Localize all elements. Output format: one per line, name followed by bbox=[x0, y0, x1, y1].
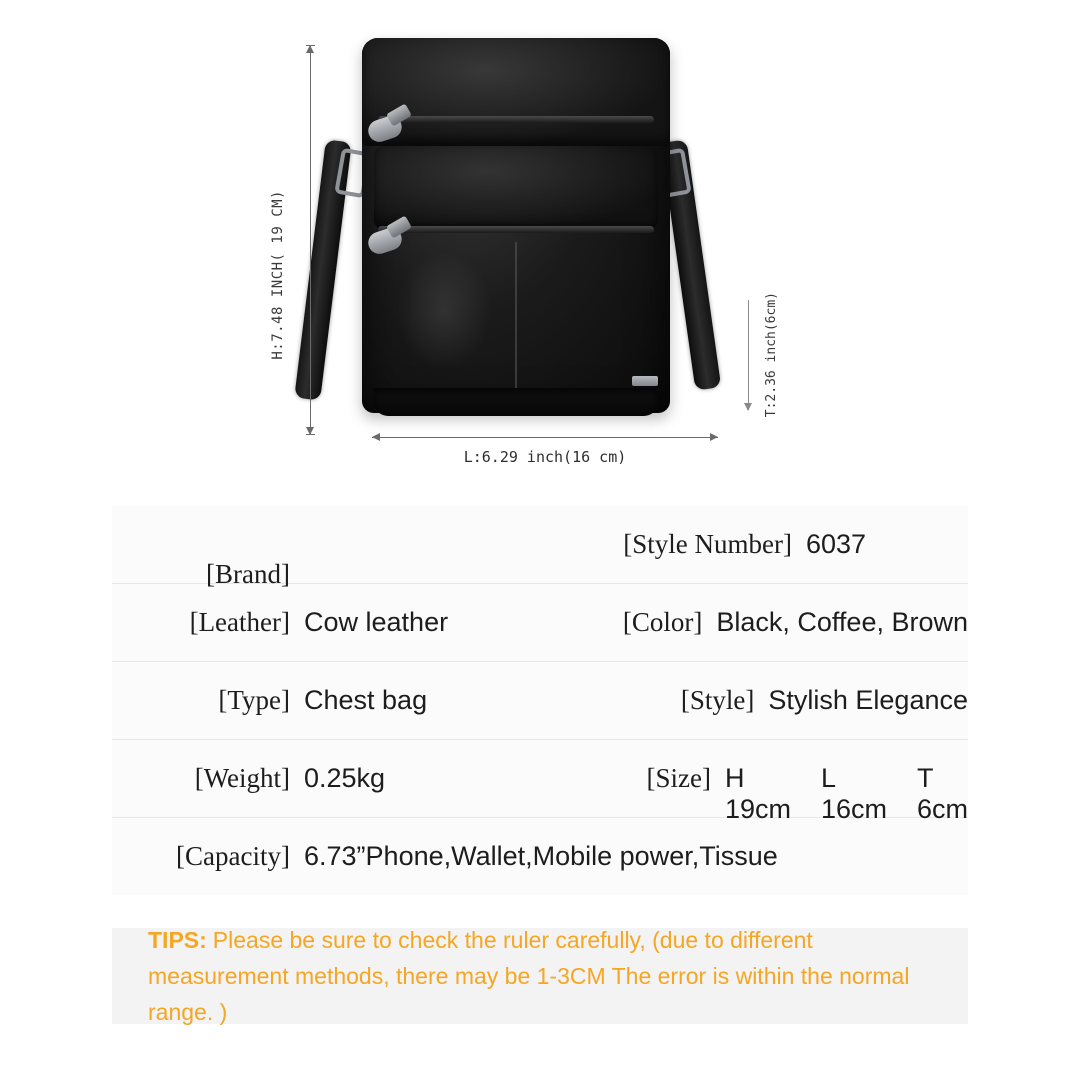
bag-center-seam bbox=[515, 242, 517, 390]
product-bag-illustration bbox=[300, 20, 780, 440]
length-dimension-label: L:6.29 inch(16 cm) bbox=[463, 448, 627, 466]
table-row bbox=[112, 506, 968, 589]
height-dimension-label: H:7.48 INCH( 19 CM) bbox=[270, 190, 286, 360]
spec-key-weight: [Weight] bbox=[194, 763, 290, 793]
length-arrow-left-icon bbox=[372, 433, 380, 441]
specification-panel bbox=[0, 478, 1080, 1080]
spec-cell-color bbox=[542, 584, 968, 661]
spec-key-style: [Style] bbox=[680, 685, 755, 715]
table-row bbox=[112, 740, 969, 824]
spec-key-capacity: [Capacity] bbox=[176, 841, 290, 871]
thickness-dimension-label: T:2.36 inch(6cm) bbox=[764, 292, 779, 418]
spec-value-style-number: 6037 bbox=[806, 529, 867, 559]
thickness-dimension-line bbox=[748, 300, 749, 410]
spec-value-color: Black, Coffee, Brown bbox=[716, 607, 968, 637]
spec-key-leather: [Leather] bbox=[189, 607, 290, 637]
spec-value-capacity: 6.73”Phone,Wallet,Mobile power,Tissue bbox=[304, 841, 778, 871]
tips-text-wrap bbox=[112, 922, 968, 1030]
spec-cell-weight bbox=[112, 740, 542, 817]
zipper-top bbox=[378, 116, 654, 123]
tips-text: Please be sure to check the ruler carefully, (due to different measurement methods, there may be 1-3CM The error is within the normal range. ) bbox=[148, 927, 910, 1025]
product-image-panel bbox=[0, 0, 1080, 478]
spec-value-weight: 0.25kg bbox=[304, 763, 386, 793]
spec-cell-capacity bbox=[112, 818, 968, 895]
spec-cell-style-number bbox=[542, 506, 968, 583]
spec-key-type: [Type] bbox=[218, 685, 290, 715]
spec-value-style: Stylish Elegance bbox=[768, 685, 968, 715]
spec-value-size-t: T 6cm bbox=[917, 763, 969, 824]
bag-bottom-panel bbox=[374, 388, 658, 416]
spec-value-size-group bbox=[711, 763, 968, 825]
spec-key-size: [Size] bbox=[646, 763, 711, 793]
spec-cell-brand bbox=[112, 506, 542, 589]
height-arrow-up-icon bbox=[306, 45, 314, 53]
table-row bbox=[112, 818, 968, 895]
spec-value-type: Chest bag bbox=[304, 685, 428, 715]
leather-highlight bbox=[396, 250, 492, 370]
tips-label: TIPS: bbox=[148, 927, 207, 953]
spec-value-size-l: L 16cm bbox=[820, 763, 887, 824]
spec-cell-size bbox=[542, 740, 969, 824]
spec-key-style-number: [Style Number] bbox=[623, 529, 792, 559]
thickness-arrow-icon bbox=[744, 403, 752, 411]
zipper-middle bbox=[378, 226, 654, 233]
metal-logo-plate bbox=[632, 376, 658, 386]
spec-key-brand: [Brand] bbox=[206, 559, 290, 589]
tips-banner bbox=[112, 928, 968, 1024]
height-arrow-down-icon bbox=[306, 427, 314, 435]
spec-value-size-h: H 19cm bbox=[724, 763, 791, 824]
height-dimension-line bbox=[310, 45, 311, 435]
spec-value-brand bbox=[290, 506, 304, 583]
spec-cell-style bbox=[542, 662, 968, 739]
bag-top-flap bbox=[362, 38, 670, 146]
table-row bbox=[112, 662, 968, 740]
spec-cell-leather bbox=[112, 584, 542, 661]
bag-front-pocket bbox=[374, 146, 658, 230]
spec-value-leather: Cow leather bbox=[304, 607, 449, 637]
length-arrow-right-icon bbox=[710, 433, 718, 441]
table-row bbox=[112, 584, 968, 662]
spec-cell-type bbox=[112, 662, 542, 739]
length-dimension-line bbox=[372, 437, 718, 438]
spec-table bbox=[112, 506, 968, 895]
spec-key-color: [Color] bbox=[622, 607, 703, 637]
